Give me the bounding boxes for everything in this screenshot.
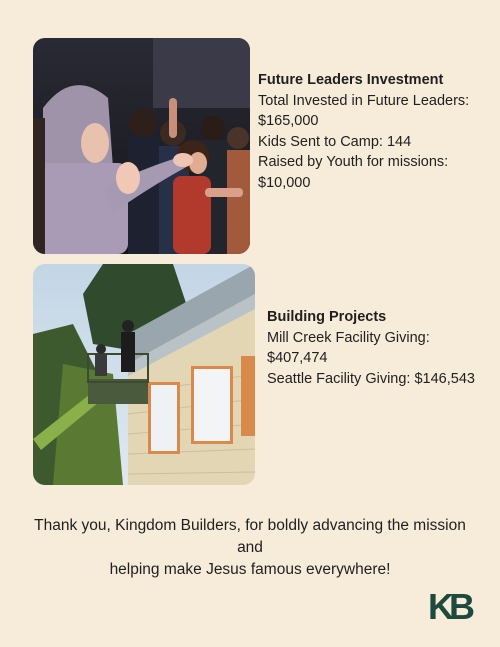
total-invested-value: $165,000 <box>258 113 319 129</box>
seattle-facility-giving: Seattle Facility Giving: $146,543 <box>267 370 475 387</box>
raised-by-youth-value: $10,000 <box>258 174 311 191</box>
youth-worship-photo <box>33 38 250 254</box>
kids-sent-to-camp: Kids Sent to Camp: 144 <box>258 133 412 150</box>
building-project-photo <box>33 264 255 485</box>
total-invested-label: Total Invested in Future Leaders: <box>258 92 470 109</box>
future-leaders-section <box>258 70 493 193</box>
raised-by-youth-label: Raised by Youth for missions: <box>258 154 449 170</box>
thank-you-line-2: helping make Jesus famous everywhere! <box>109 561 391 578</box>
mill-creek-value: $407,474 <box>267 350 328 366</box>
building-projects-section <box>267 307 495 389</box>
thank-you-message <box>20 515 480 581</box>
mill-creek-label: Mill Creek Facility Giving: <box>267 329 430 346</box>
kb-logo: KB <box>428 586 470 627</box>
thank-you-line-1: Thank you, Kingdom Builders, for boldly advancing the mission and <box>34 517 466 556</box>
building-projects-heading: Building Projects <box>267 309 387 325</box>
future-leaders-heading: Future Leaders Investment <box>258 72 444 88</box>
